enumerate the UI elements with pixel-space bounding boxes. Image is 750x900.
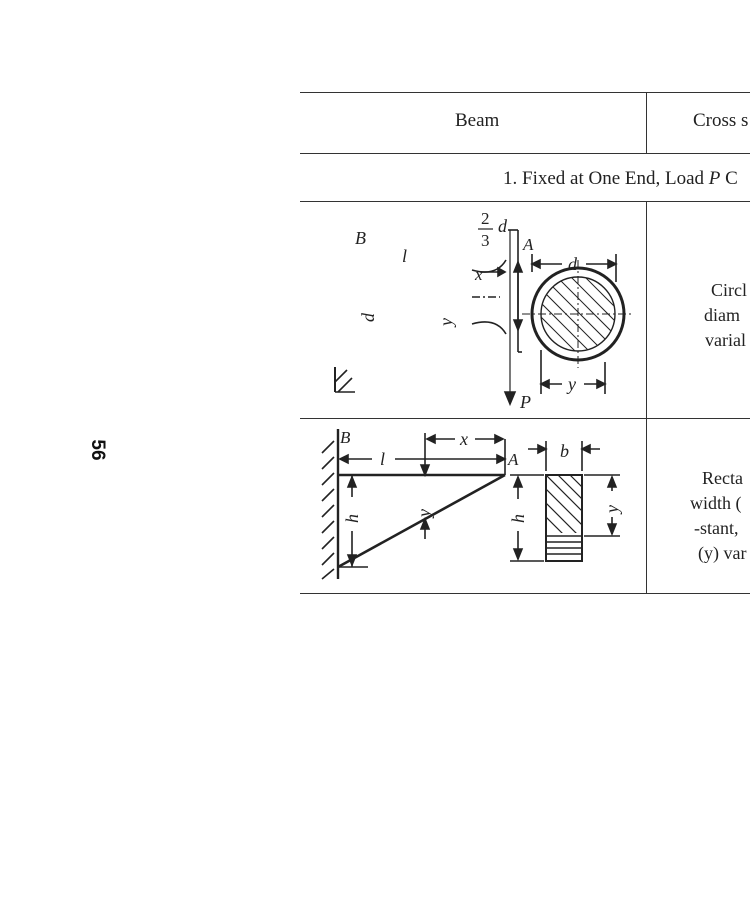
row1-label-B: B [355, 228, 366, 248]
row2-label-x: x [460, 429, 468, 449]
row1-label-d-rotated: d [358, 313, 378, 322]
row1-frac-den: 3 [481, 231, 490, 250]
row1-description [704, 278, 747, 353]
row2-label-b: b [560, 441, 569, 461]
header-column-divider [646, 92, 647, 153]
row2-label-h-beam: h [342, 514, 362, 523]
row1-desc-line3: varial [705, 330, 746, 350]
body-column-divider [646, 201, 647, 593]
row2-label-B: B [340, 428, 351, 447]
table-bottom-rule [300, 593, 750, 594]
table-top-rule [300, 92, 750, 93]
row1-label-d-section: d [568, 254, 577, 274]
row2-desc-line1: Recta [702, 468, 743, 488]
row2-desc-line2: width ( [690, 493, 742, 513]
row1-desc-line2: diam [704, 305, 740, 325]
header-cross-section: Cross s [693, 110, 749, 131]
header-bottom-rule [300, 153, 750, 154]
row1-label-P: P [520, 392, 531, 412]
row1-desc-line1: Circl [711, 280, 747, 300]
row2-desc-line4: (y) var [698, 543, 747, 563]
row1-label-y-section: y [568, 374, 576, 394]
row1-beam-figure [300, 202, 646, 418]
row1-label-l: l [402, 246, 408, 266]
row2-desc-line3: -stant, [694, 518, 739, 538]
row2-label-l: l [380, 449, 386, 469]
row2-label-y-beam: y [414, 509, 434, 517]
row2-label-A: A [508, 450, 519, 469]
row2-beam-figure [300, 419, 646, 593]
row1-label-d-frac: d [498, 216, 507, 236]
row2-label-y-section: y [602, 505, 622, 513]
row2-description [690, 466, 747, 566]
page-number: 56 [87, 439, 108, 461]
row1-frac-num: 2 [481, 209, 490, 228]
header-beam: Beam [455, 110, 500, 131]
row1-label-y-rotated: y [436, 318, 456, 326]
section-title: 1. Fixed at One End, Load P C [503, 168, 738, 189]
row1-label-x: x [475, 265, 483, 284]
row1-label-A: A [523, 235, 534, 254]
row2-label-h-section: h [508, 514, 528, 523]
